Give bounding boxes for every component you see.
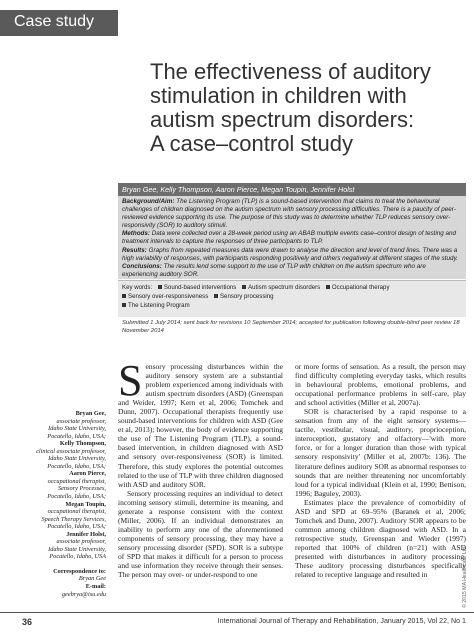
body-text: ensory processing disturbances within the auditory sensory system are a substantial problem experienced among individuals with autism spectrum disorders (ASD) (Greenspan and Weider, 1997; Kern et al, 2006; Tomchek and Dunn, 2007). Occupational therapists frequently use sound-based interventions for children with ASD (Gee et al, 2013); however, the body of evidence supporting the use of The Listening Program (TLP), a sound-based intervention, in children diagnosed with ASD and sensory over-responsiveness (SOR) is limited. Therefore, this study explores the potential outcomes related to the use of TLP with three children diagnosed with ASD and auditory SOR. (118, 362, 283, 489)
abstract-background-label: Background/Aim: (122, 198, 175, 205)
affiliation-name: Aaron Pierce, (69, 470, 106, 478)
affiliation (6, 470, 106, 500)
title-line: stimulation in children with (150, 83, 407, 108)
affiliation-line: Idaho State University, (48, 545, 106, 553)
author-affiliations (6, 410, 106, 598)
correspondence-label: Correspondence to: (53, 567, 106, 575)
abstract-methods-text: Data were collected over a 28-week period using an ABAB multiple events case–control design of testing and treatment intervals to capture the responses of three participants to TLP. (122, 230, 457, 246)
title-line: autism spectrum disorders: (150, 107, 415, 132)
author-list: Bryan Gee, Kelly Thompson, Aaron Pierce, Megan Toupin, Jennifer Holst (118, 183, 466, 196)
affiliation-name: Megan Toupin, (65, 500, 106, 508)
body-paragraph: SOR is characterised by a rapid response to a sensation from any of the eight sensory systems—tactile, vestibular, visual, auditory, proprioception, interoception, gustatory and olfactory—'with more force, or for a longer duration than those with typical sensory responsivity' (Miller et al, 2007b: 136). The literature defines auditory SOR as abnormal responses to sounds that are neither threatening nor uncomfortably loud for a typical individual (Klein et al, 1990; Bettison, 1996; Baguley, 2003). (295, 407, 466, 498)
abstract-conclusions-label: Conclusions: (122, 262, 162, 270)
affiliation (6, 410, 106, 440)
abstract-background (122, 198, 462, 230)
affiliation-line: associate professor, (56, 538, 106, 546)
affiliation (6, 501, 106, 531)
section-label-bar (0, 10, 118, 36)
affiliation-name: Bryan Gee, (75, 410, 106, 417)
page-number: 36 (22, 617, 33, 627)
submission-history: Submitted 1 July 2014; sent back for revisions 10 September 2014; accepted for publication following double-blind peer review 18 November 2014 (122, 320, 460, 334)
affiliation-line: Idaho State University, (48, 455, 106, 463)
abstract-methods (122, 230, 462, 246)
keyword: Autism spectrum disorders (248, 284, 321, 291)
affiliation-line: Pocatello, Idaho, USA; (47, 493, 106, 501)
affiliation (6, 440, 106, 470)
affiliation-line: Idaho State University, (48, 425, 106, 433)
abstract (122, 198, 462, 279)
abstract-results (122, 247, 462, 263)
title-line: The effectiveness of auditory (150, 59, 431, 84)
footer-rule (0, 612, 474, 613)
body-paragraph (118, 356, 283, 489)
abstract-methods-label: Methods: (122, 230, 150, 238)
affiliation-line: associate professor, (56, 417, 106, 425)
correspondence-email[interactable]: geebrya@isu.edu (61, 590, 106, 598)
affiliation-name: Jennifer Holst, (66, 530, 106, 538)
affiliation-line: Sensory Processes, (57, 485, 106, 493)
section-label: Case study (14, 13, 95, 30)
abstract-conclusions (122, 263, 462, 279)
abstract-results-text: Graphs from repeated measures data were drawn to analyse the direction and level of trend lines. There was a high variability of responses, with participants responding positively and others negatively at different stages of the study. (122, 246, 458, 262)
keyword: Sensory processing (219, 293, 274, 300)
affiliation-line: occupational therapist, (47, 508, 106, 516)
article-title (150, 60, 468, 156)
drop-cap: S (118, 356, 143, 405)
keyword: Sound-based interventions (163, 284, 237, 291)
square-bullet-icon (122, 303, 126, 307)
square-bullet-icon (242, 285, 246, 289)
journal-citation: International Journal of Therapy and Rehabilitation, January 2015, Vol 22, No 1 (217, 617, 466, 625)
abstract-results-label: Results: (122, 246, 147, 254)
affiliation-line: occupational therapist, (47, 477, 106, 485)
affiliation-line: Pocatello, Idaho, USA; (47, 462, 106, 470)
square-bullet-icon (158, 285, 162, 289)
body-paragraph: Sensory processing requires an individual to detect incoming sensory stimuli, determine its meaning, and generate a response consistent with the context (Miller, 2006). If an individual demonstrates an inability to perform any one of the aforementioned components of sensory processing, they may have a sensory processing disorder (SPD). SOR is a subtype of SPD that makes it difficult for a person to process and use information they receive through their senses. The person may over- or under-respond to one (118, 488, 283, 580)
copyright-notice: © 2015 MA Healthcare Ltd (462, 547, 468, 608)
affiliation-line: Pocatello, Idaho, USA; (47, 523, 106, 531)
body-paragraph: Estimates place the prevalence of comorbidity of ASD and SPD at 69–95% (Baranek et al, 2006; Tomchek and Dunn, 2007). Auditory SOR appears to be common among children diagnosed with ASD. In a retrospective study, Greenspan and Wieder (1997) reported that 100% of children (n=21) with ASD presented with disturbances in auditory processing. These auditory processing disturbances specifically related to receptive language and resulted in (295, 497, 466, 580)
affiliation-line: Pocatello, Idaho, USA (49, 553, 106, 561)
square-bullet-icon (214, 294, 218, 298)
affiliation (6, 531, 106, 561)
body-column-right (295, 362, 466, 579)
square-bullet-icon (122, 294, 126, 298)
affiliation-line: Speech Therapy Services, (41, 515, 106, 523)
affiliation-line: Pocatello, Idaho, USA; (47, 432, 106, 440)
keyword: The Listening Program (128, 302, 190, 309)
keyword: Sensory over-responsiveness (128, 293, 209, 300)
affiliation-line: clinical associate professor, (36, 447, 106, 455)
keyword: Occupational therapy (331, 284, 390, 291)
keywords (122, 283, 462, 310)
abstract-background-text: The Listening Program (TLP) is a sound-based intervention that claims to treat the behavioural challenges of children diagnosed on the autism spectrum with sensory processing difficulties. There is a paucity of peer-reviewed evidence supporting its use. The purpose of this study was to determine whether TLP reduces sensory over-responsivity (SOR) to auditory stimuli. (122, 198, 456, 230)
correspondence-name: Bryan Gee (78, 575, 106, 583)
abstract-conclusions-text: The results lend some support to the use of TLP with children on the autism spectrum who are experiencing auditory SOR. (122, 262, 426, 278)
body-paragraph: or more forms of sensation. As a result, the person may find difficulty completing everyday tasks, which results in behavioural problems, emotional problems, and occupational performance problems in self-care, play and school activities (Miller et al, 2007a). (295, 362, 466, 408)
square-bullet-icon (326, 285, 330, 289)
title-line: A case–control study (150, 131, 354, 156)
correspondence-email-label: E-mail: (85, 583, 106, 591)
affiliation-name: Kelly Thompson, (59, 440, 106, 448)
keywords-label: Key words: (122, 284, 153, 291)
body-column-left (118, 356, 283, 580)
